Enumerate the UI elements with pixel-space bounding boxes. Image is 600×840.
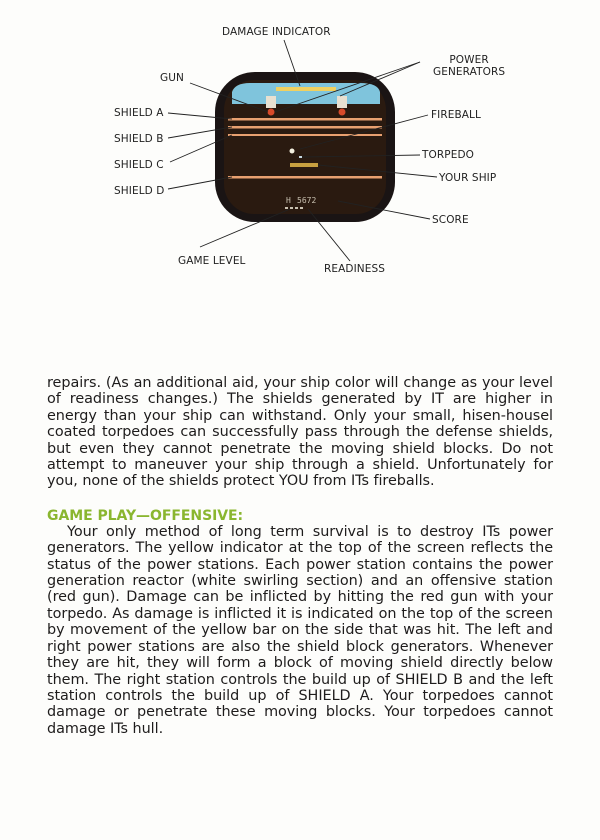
readiness-pip (290, 207, 293, 209)
power-generator-left (266, 96, 276, 108)
game-screen-diagram (0, 0, 600, 290)
shield-a-line (228, 118, 382, 121)
label-shield-c: SHIELD C (114, 159, 164, 171)
shield-d-line (228, 176, 382, 179)
torpedo (299, 156, 302, 158)
label-fireball: FIREBALL (431, 109, 481, 121)
label-shield-b: SHIELD B (114, 133, 164, 145)
manual-body-text (47, 375, 553, 737)
label-game-level: GAME LEVEL (178, 255, 246, 267)
level-readout: H (286, 196, 291, 205)
your-ship (290, 163, 318, 167)
paragraph-shields: repairs. (As an additional aid, your ship color will change as your level of readiness changes.) The shields generated by IT are higher in energy than your ship can withstand. Only your small, hisen-housel coated torpedoes can successfully pass through the defense shields, but even they cannot penetrate the moving shield blocks. Do not attempt to maneuver your ship through a shield. Unfortunately for you, none of the shields protect YOU from ITs fireballs. (47, 375, 553, 490)
shield-b-line (228, 126, 382, 129)
label-torpedo: TORPEDO (422, 149, 474, 161)
readiness-pip (300, 207, 303, 209)
readiness-pip (285, 207, 288, 209)
power-generator-right (337, 96, 347, 108)
section-heading-offensive: GAME PLAY—OFFENSIVE: (47, 507, 244, 524)
shield-c-line (228, 134, 382, 136)
label-your-ship: YOUR SHIP (439, 172, 497, 184)
tv-screen-illustration (0, 0, 600, 290)
gun-right (339, 109, 346, 116)
fireball (290, 149, 295, 154)
label-shield-a: SHIELD A (114, 107, 164, 119)
score-readout: 5672 (297, 196, 317, 205)
label-gun: GUN (160, 72, 184, 84)
paragraph-offensive: Your only method of long term survival is to destroy ITs power generators. The yellow indicator at the top of the screen reflects the status of the power stations. Each power station contains the power generation reactor (white swirling section) and an offensive station (red gun). Damage can be inflicted by hitting the red gun with your torpedo. As damage is inflicted it is indicated on the top of the screen by movement of the yellow bar on the side that was hit. The left and right power stations are also the shield block generators. Whenever they are hit, they will form a block of moving shield directly below them. The right station controls the build up of SHIELD B and the left station controls the build up of SHIELD A. Your torpedoes cannot damage or penetrate these moving blocks. Your torpedoes cannot damage ITs hull. (47, 523, 553, 737)
label-readiness: READINESS (324, 263, 386, 275)
readiness-pip (295, 207, 298, 209)
label-shield-d: SHIELD D (114, 185, 165, 197)
label-score: SCORE (432, 214, 469, 226)
label-damage-indicator: DAMAGE INDICATOR (222, 26, 331, 38)
label-power-generators: POWER GENERATORS (433, 54, 506, 78)
gun-left (268, 109, 275, 116)
damage-indicator-bar (276, 87, 336, 91)
